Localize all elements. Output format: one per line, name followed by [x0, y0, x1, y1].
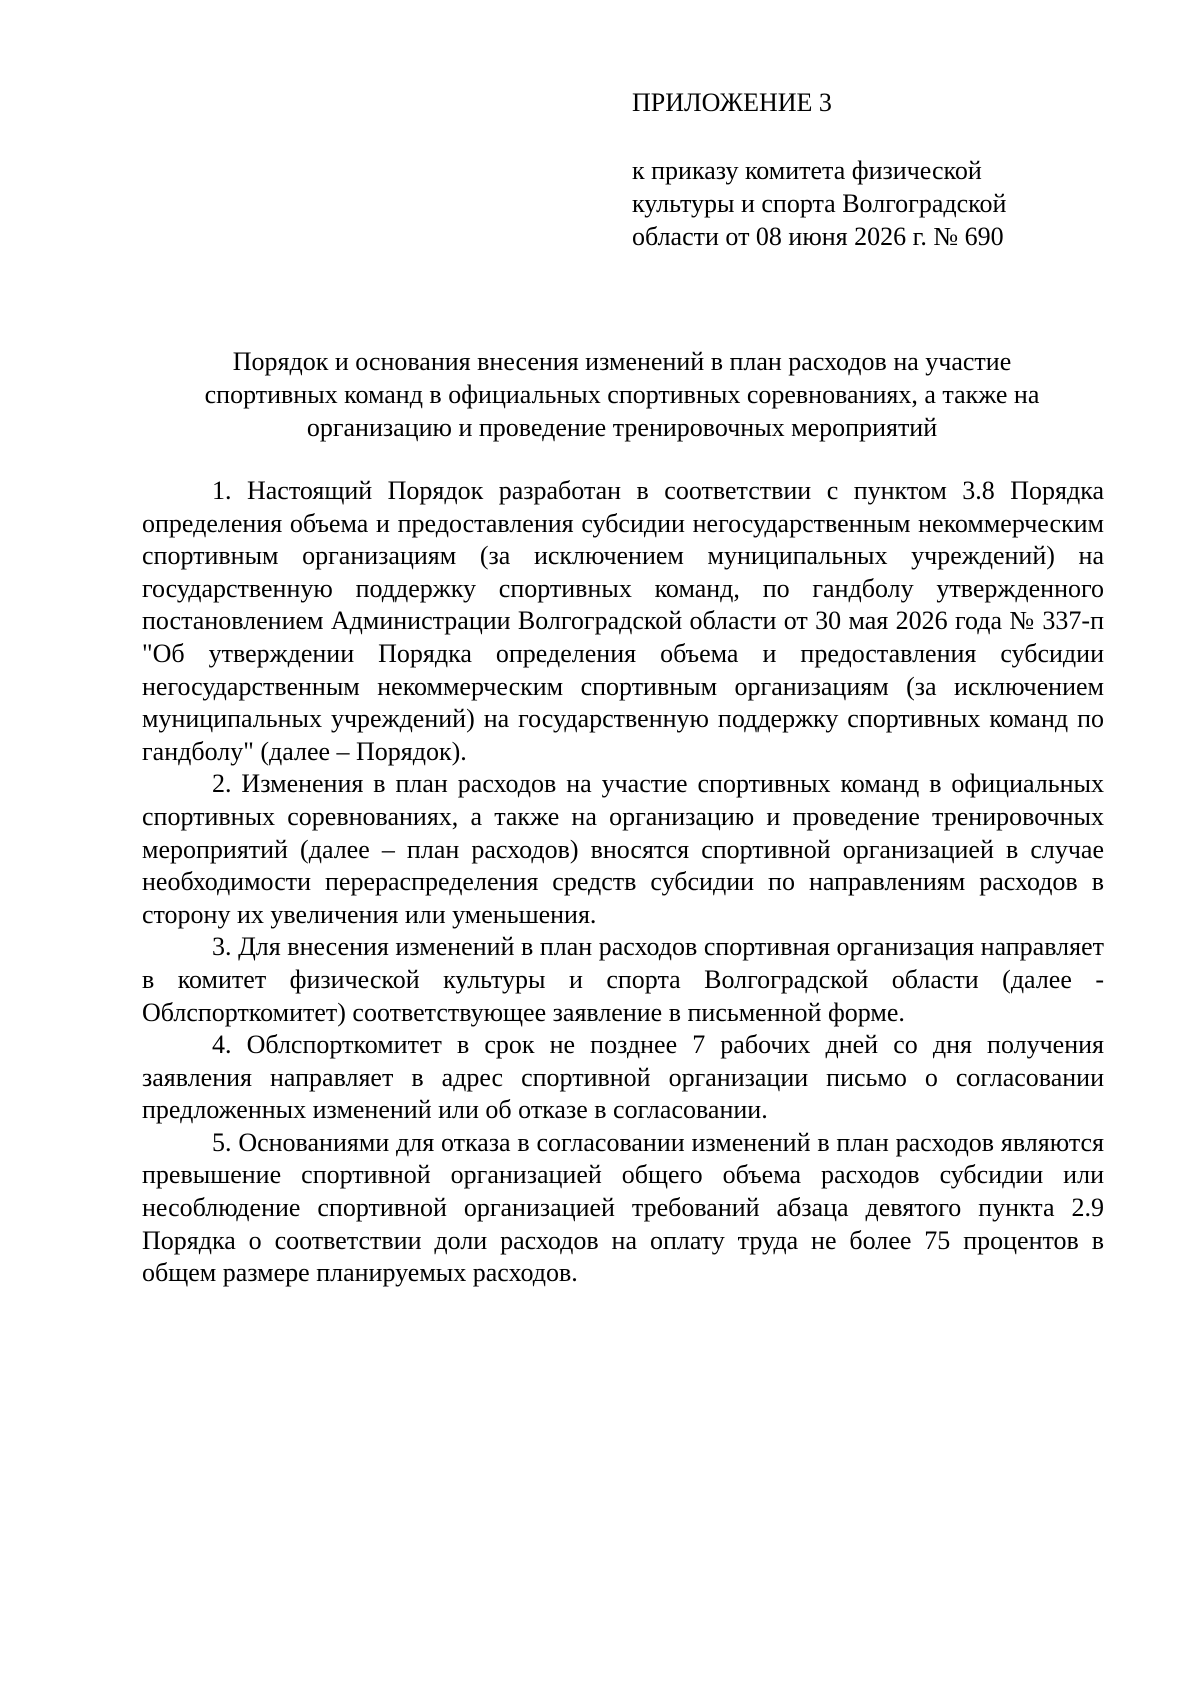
- order-reference-line: к приказу комитета физической: [632, 156, 982, 185]
- document-title: [142, 345, 1102, 444]
- order-reference-line: области от 08 июня 2026 г. № 690: [632, 222, 1004, 251]
- paragraph-5: 5. Основаниями для отказа в согласовании изменений в план расходов являются превышение спортивной организацией общего объема расходов субсидии или несоблюдение спортивной организацией требований абзаца девятого пункта 2.9 Порядка о соответствии доли расходов на оплату труда не более 75 процентов в общем размере планируемых расходов.: [142, 1127, 1104, 1288]
- appendix-header: [632, 86, 1092, 253]
- paragraph-2: 2. Изменения в план расходов на участие спортивных команд в официальных спортивных соревнованиях, а также на организацию и проведение тренировочных мероприятий (далее – план расходов) вносятся спортивной организацией в случае необходимости перераспределения средств субсидии по направлениям расходов в сторону их увеличения или уменьшения.: [142, 769, 1104, 929]
- paragraph-3: 3. Для внесения изменений в план расходов спортивная организация направляет в комитет физической культуры и спорта Волгоградской области (далее - Облспорткомитет) соответствующее заявление в письменной форме.: [142, 932, 1104, 1027]
- appendix-label: ПРИЛОЖЕНИЕ 3: [632, 88, 832, 117]
- title-line: организацию и проведение тренировочных мероприятий: [306, 413, 938, 442]
- document-body: [142, 475, 1104, 1290]
- paragraph-1: 1. Настоящий Порядок разработан в соответствии с пунктом 3.8 Порядка определения объема и предоставления субсидии негосударственным некоммерческим спортивным организациям (за исключением муниципальных учреждений) на государственную поддержку спортивных команд, по гандболу утвержденного постановлением Администрации Волгоградской области от 30 мая 2026 года № 337-п "Об утверждении Порядка определения объема и предоставления субсидии негосударственным некоммерческим спортивным организациям (за исключением муниципальных учреждений) на государственную поддержку спортивных команд по гандболу" (далее – Порядок).: [142, 476, 1104, 766]
- paragraph-4: 4. Облспорткомитет в срок не позднее 7 рабочих дней со дня получения заявления направляет в адрес спортивной организации письмо о согласовании предложенных изменений или об отказе в согласовании.: [142, 1030, 1104, 1125]
- title-line: спортивных команд в официальных спортивных соревнованиях, а также на: [204, 380, 1040, 409]
- title-line: Порядок и основания внесения изменений в план расходов на участие: [232, 347, 1012, 376]
- order-reference-line: культуры и спорта Волгоградской: [632, 189, 1007, 218]
- order-reference: [632, 154, 1092, 253]
